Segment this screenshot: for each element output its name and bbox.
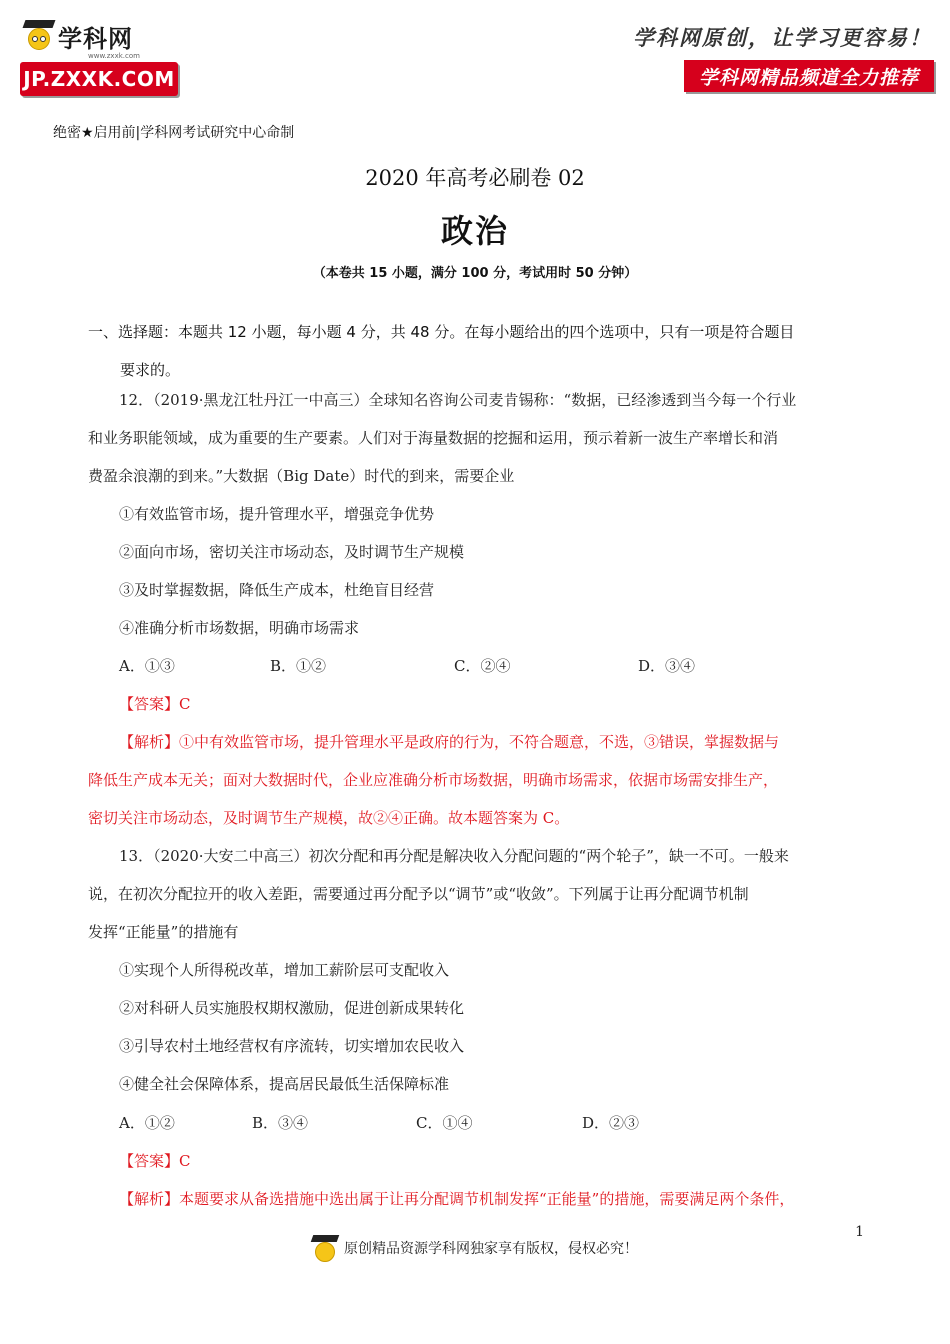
q13-option-c: C．①④ — [416, 1114, 473, 1132]
q12-item-2: ②面向市场，密切关注市场动态，及时调节生产规模 — [119, 543, 465, 561]
q12-item-3: ③及时掌握数据，降低生产成本，杜绝盲目经营 — [119, 581, 435, 599]
mascot-icon — [312, 1232, 338, 1264]
q13-line-1: 13．（2020·大安二中高三）初次分配和再分配是解决收入分配问题的“两个轮子”，缺一不可。一般来 — [119, 847, 789, 865]
q12-line-1: 12．（2019·黑龙江牡丹江一中高三）全球知名咨询公司麦肯锡称：“数据，已经渗透到当今每一个行业 — [119, 391, 797, 409]
q13-answer: 【答案】C — [119, 1152, 191, 1170]
q13-analysis-text-1: 本题要求从备选措施中选出属于让再分配调节机制发挥“正能量”的措施，需要满足两个条件， — [179, 1190, 795, 1208]
page-number: 1 — [855, 1224, 864, 1240]
mascot-icon — [24, 18, 54, 54]
q13-line-3: 发挥“正能量”的措施有 — [88, 923, 239, 941]
q13-item-2: ②对科研人员实施股权期权激励，促进创新成果转化 — [119, 999, 465, 1017]
logo — [18, 14, 183, 100]
q12-line-3: 费盈余浪潮的到来。”大数据（Big Date）时代的到来，需要企业 — [88, 467, 515, 485]
section-heading — [88, 313, 868, 389]
section-line-1: 一、选择题：本题共 12 小题，每小题 4 分，共 48 分。在每小题给出的四个选项中，只有一项是符合题目 — [88, 323, 795, 341]
q13-option-d: D．②③ — [582, 1114, 640, 1132]
copyright-text: 原创精品资源学科网独家享有版权，侵权必究！ — [344, 1241, 638, 1257]
logo-sub: www.zxxk.com — [88, 52, 140, 60]
q12-item-1: ①有效监管市场，提升管理水平，增强竞争优势 — [119, 505, 435, 523]
q12-analysis-line-3: 密切关注市场动态，及时调节生产规模，故②④正确。故本题答案为 C。 — [88, 809, 570, 827]
secret-note: 绝密★启用前|学科网考试研究中心命制 — [53, 125, 295, 141]
logo-badge: JP.ZXXK.COM — [20, 62, 178, 96]
q13-item-1: ①实现个人所得税改革，增加工薪阶层可支配收入 — [119, 961, 450, 979]
q12-answer: 【答案】C — [119, 695, 191, 713]
q12-item-4: ④准确分析市场数据，明确市场需求 — [119, 619, 360, 637]
exam-info: （本卷共 15 小题，满分 100 分，考试用时 50 分钟） — [312, 266, 638, 281]
section-line-2: 要求的。 — [120, 361, 181, 379]
q13-line-2: 说，在初次分配拉开的收入差距，需要通过再分配予以“调节”或“收敛”。下列属于让再分配调节机制 — [88, 885, 749, 903]
q12-analysis-line-2: 降低生产成本无关；面对大数据时代，企业应准确分析市场数据，明确市场需求，依据市场需安排生产， — [88, 771, 779, 789]
q13-option-a: A．①② — [119, 1114, 175, 1132]
q12-analysis-label: 【解析】 — [119, 733, 180, 751]
footer — [0, 1228, 950, 1268]
logo-top — [24, 16, 133, 56]
q12-option-c: C．②④ — [454, 657, 511, 675]
logo-name: 学科网 — [58, 24, 133, 53]
subject-title: 政治 — [440, 212, 509, 250]
q12-option-d: D．③④ — [638, 657, 696, 675]
q12-analysis-line-1 — [119, 731, 779, 752]
slogan: 学科网原创，让学习更容易！ — [633, 26, 932, 50]
q13-analysis-label: 【解析】 — [119, 1190, 180, 1208]
q13-item-4: ④健全社会保障体系，提高居民最低生活保障标准 — [119, 1075, 450, 1093]
recommend-banner: 学科网精品频道全力推荐 — [684, 60, 934, 92]
exam-title: 2020 年高考必刷卷 02 — [365, 166, 585, 190]
q12-line-2: 和业务职能领域，成为重要的生产要素。人们对于海量数据的挖掘和运用，预示着新一波生产率增长和消 — [88, 429, 779, 447]
q12-option-b: B．①② — [270, 657, 327, 675]
q13-item-3: ③引导农村土地经营权有序流转，切实增加农民收入 — [119, 1037, 465, 1055]
q13-analysis-line-1 — [119, 1188, 794, 1209]
q12-analysis-text-1: ①中有效监管市场，提升管理水平是政府的行为，不符合题意，不选，③错误，掌握数据与 — [179, 733, 780, 751]
q12-option-a: A．①③ — [119, 657, 175, 675]
q13-option-b: B．③④ — [252, 1114, 309, 1132]
